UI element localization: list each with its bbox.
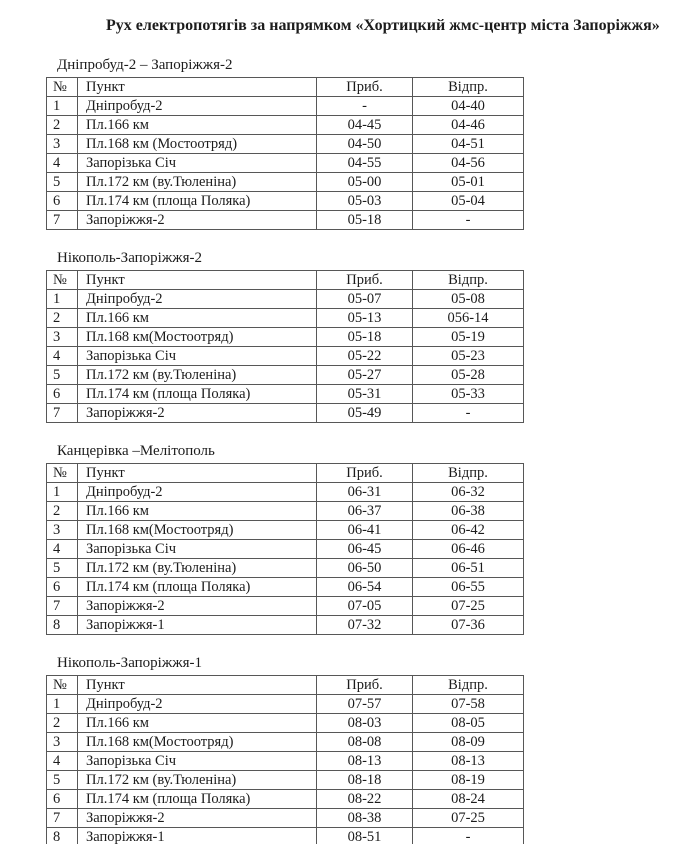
station-cell: Пл.166 км	[78, 502, 317, 521]
number-cell: 5	[47, 559, 78, 578]
arrival-cell: 06-54	[317, 578, 413, 597]
number-cell: 5	[47, 771, 78, 790]
station-cell: Пл.166 км	[78, 714, 317, 733]
arrival-cell: 05-27	[317, 366, 413, 385]
number-cell: 7	[47, 404, 78, 423]
station-cell: Пл.172 км (ву.Тюленіна)	[78, 366, 317, 385]
header-departure-cell: Відпр.	[413, 271, 524, 290]
departure-cell: 04-46	[413, 116, 524, 135]
departure-cell: 05-19	[413, 328, 524, 347]
number-cell: 3	[47, 733, 78, 752]
arrival-cell: 07-32	[317, 616, 413, 635]
header-arrival-cell: Приб.	[317, 271, 413, 290]
arrival-cell: 05-03	[317, 192, 413, 211]
table-row	[47, 290, 524, 309]
table-caption: Дніпробуд-2 – Запоріжжя-2	[57, 57, 233, 73]
timetable	[46, 463, 524, 635]
station-cell: Запоріжжя-1	[78, 828, 317, 844]
table-row	[47, 540, 524, 559]
table-row	[47, 771, 524, 790]
number-cell: 4	[47, 347, 78, 366]
departure-cell: 04-56	[413, 154, 524, 173]
number-cell: 6	[47, 790, 78, 809]
table-row	[47, 173, 524, 192]
station-cell: Запорізька Січ	[78, 540, 317, 559]
table-caption: Нікополь-Запоріжжя-1	[57, 655, 202, 671]
table-row	[47, 483, 524, 502]
departure-cell: 06-38	[413, 502, 524, 521]
table-row	[47, 211, 524, 230]
station-cell: Пл.174 км (площа Поляка)	[78, 578, 317, 597]
table-row	[47, 154, 524, 173]
number-cell: 1	[47, 97, 78, 116]
arrival-cell: 08-13	[317, 752, 413, 771]
timetable-section	[46, 249, 686, 423]
station-cell: Дніпробуд-2	[78, 290, 317, 309]
station-cell: Запорізька Січ	[78, 752, 317, 771]
arrival-cell: 06-37	[317, 502, 413, 521]
arrival-cell: 05-00	[317, 173, 413, 192]
table-row	[47, 597, 524, 616]
arrival-cell: 05-18	[317, 211, 413, 230]
arrival-cell: 06-31	[317, 483, 413, 502]
departure-cell: 056-14	[413, 309, 524, 328]
station-cell: Пл.174 км (площа Поляка)	[78, 385, 317, 404]
header-station-cell: Пункт	[78, 271, 317, 290]
station-cell: Запоріжжя-2	[78, 211, 317, 230]
station-cell: Запоріжжя-2	[78, 597, 317, 616]
departure-cell: 07-58	[413, 695, 524, 714]
departure-cell: 05-04	[413, 192, 524, 211]
number-cell: 8	[47, 616, 78, 635]
departure-cell: 08-19	[413, 771, 524, 790]
table-row	[47, 616, 524, 635]
table-row	[47, 578, 524, 597]
page-title: Рух електропотягів за напрямком «Хортицкий жмс-центр міста Запоріжжя»	[106, 17, 660, 34]
table-row	[47, 828, 524, 844]
arrival-cell: 05-18	[317, 328, 413, 347]
number-cell: 4	[47, 540, 78, 559]
arrival-cell: 05-13	[317, 309, 413, 328]
departure-cell: 05-01	[413, 173, 524, 192]
header-number-cell: №	[47, 271, 78, 290]
departure-cell: 06-32	[413, 483, 524, 502]
station-cell: Пл.168 км(Мостоотряд)	[78, 733, 317, 752]
station-cell: Пл.174 км (площа Поляка)	[78, 192, 317, 211]
header-departure-cell: Відпр.	[413, 464, 524, 483]
number-cell: 8	[47, 828, 78, 844]
arrival-cell: 06-45	[317, 540, 413, 559]
table-row	[47, 559, 524, 578]
station-cell: Пл.166 км	[78, 116, 317, 135]
timetable-section	[46, 654, 686, 844]
departure-cell: 05-08	[413, 290, 524, 309]
departure-cell: 06-55	[413, 578, 524, 597]
departure-cell: 07-36	[413, 616, 524, 635]
arrival-cell: 08-38	[317, 809, 413, 828]
departure-cell: -	[413, 828, 524, 844]
number-cell: 1	[47, 695, 78, 714]
station-cell: Дніпробуд-2	[78, 695, 317, 714]
station-cell: Пл.172 км (ву.Тюленіна)	[78, 771, 317, 790]
timetable-section	[46, 442, 686, 635]
departure-cell: 07-25	[413, 809, 524, 828]
timetable	[46, 270, 524, 423]
table-caption: Канцерівка –Мелітополь	[57, 443, 215, 459]
number-cell: 1	[47, 290, 78, 309]
number-cell: 3	[47, 521, 78, 540]
arrival-cell: 07-05	[317, 597, 413, 616]
departure-cell: 08-13	[413, 752, 524, 771]
arrival-cell: 05-49	[317, 404, 413, 423]
number-cell: 2	[47, 116, 78, 135]
timetable-sections	[0, 56, 686, 844]
table-row	[47, 809, 524, 828]
station-cell: Пл.172 км (ву.Тюленіна)	[78, 559, 317, 578]
number-cell: 5	[47, 173, 78, 192]
departure-cell: 06-42	[413, 521, 524, 540]
header-arrival-cell: Приб.	[317, 676, 413, 695]
number-cell: 2	[47, 714, 78, 733]
departure-cell: 05-23	[413, 347, 524, 366]
timetable-section	[46, 56, 686, 230]
number-cell: 1	[47, 483, 78, 502]
station-cell: Запоріжжя-1	[78, 616, 317, 635]
departure-cell: 08-05	[413, 714, 524, 733]
station-cell: Пл.166 км	[78, 309, 317, 328]
table-row	[47, 192, 524, 211]
header-arrival-cell: Приб.	[317, 464, 413, 483]
number-cell: 2	[47, 309, 78, 328]
header-departure-cell: Відпр.	[413, 676, 524, 695]
station-cell: Дніпробуд-2	[78, 97, 317, 116]
table-row	[47, 695, 524, 714]
table-row	[47, 714, 524, 733]
departure-cell: -	[413, 211, 524, 230]
number-cell: 6	[47, 192, 78, 211]
table-row	[47, 97, 524, 116]
table-caption: Нікополь-Запоріжжя-2	[57, 250, 202, 266]
table-row	[47, 309, 524, 328]
header-number-cell: №	[47, 78, 78, 97]
arrival-cell: 04-50	[317, 135, 413, 154]
table-row	[47, 502, 524, 521]
table-row	[47, 347, 524, 366]
number-cell: 4	[47, 752, 78, 771]
departure-cell: 06-46	[413, 540, 524, 559]
header-station-cell: Пункт	[78, 78, 317, 97]
arrival-cell: 08-22	[317, 790, 413, 809]
number-cell: 2	[47, 502, 78, 521]
arrival-cell: -	[317, 97, 413, 116]
arrival-cell: 06-50	[317, 559, 413, 578]
arrival-cell: 08-51	[317, 828, 413, 844]
header-station-cell: Пункт	[78, 676, 317, 695]
station-cell: Дніпробуд-2	[78, 483, 317, 502]
station-cell: Запорізька Січ	[78, 154, 317, 173]
departure-cell: -	[413, 404, 524, 423]
number-cell: 6	[47, 385, 78, 404]
arrival-cell: 05-31	[317, 385, 413, 404]
number-cell: 4	[47, 154, 78, 173]
table-row	[47, 752, 524, 771]
number-cell: 3	[47, 328, 78, 347]
station-cell: Пл.168 км (Мостоотряд)	[78, 135, 317, 154]
departure-cell: 08-09	[413, 733, 524, 752]
station-cell: Запоріжжя-2	[78, 809, 317, 828]
number-cell: 5	[47, 366, 78, 385]
header-number-cell: №	[47, 464, 78, 483]
departure-cell: 08-24	[413, 790, 524, 809]
arrival-cell: 08-08	[317, 733, 413, 752]
header-row	[47, 464, 524, 483]
departure-cell: 06-51	[413, 559, 524, 578]
table-row	[47, 366, 524, 385]
number-cell: 7	[47, 597, 78, 616]
arrival-cell: 07-57	[317, 695, 413, 714]
station-cell: Пл.174 км (площа Поляка)	[78, 790, 317, 809]
header-arrival-cell: Приб.	[317, 78, 413, 97]
departure-cell: 04-51	[413, 135, 524, 154]
timetable	[46, 77, 524, 230]
arrival-cell: 04-55	[317, 154, 413, 173]
number-cell: 3	[47, 135, 78, 154]
table-row	[47, 328, 524, 347]
number-cell: 6	[47, 578, 78, 597]
header-station-cell: Пункт	[78, 464, 317, 483]
header-row	[47, 78, 524, 97]
station-cell: Пл.168 км(Мостоотряд)	[78, 521, 317, 540]
station-cell: Запоріжжя-2	[78, 404, 317, 423]
arrival-cell: 08-18	[317, 771, 413, 790]
arrival-cell: 05-22	[317, 347, 413, 366]
table-row	[47, 733, 524, 752]
header-row	[47, 271, 524, 290]
arrival-cell: 04-45	[317, 116, 413, 135]
number-cell: 7	[47, 809, 78, 828]
arrival-cell: 05-07	[317, 290, 413, 309]
header-row	[47, 676, 524, 695]
departure-cell: 07-25	[413, 597, 524, 616]
table-row	[47, 521, 524, 540]
departure-cell: 05-33	[413, 385, 524, 404]
table-row	[47, 116, 524, 135]
header-number-cell: №	[47, 676, 78, 695]
station-cell: Пл.172 км (ву.Тюленіна)	[78, 173, 317, 192]
arrival-cell: 08-03	[317, 714, 413, 733]
station-cell: Запорізька Січ	[78, 347, 317, 366]
departure-cell: 04-40	[413, 97, 524, 116]
number-cell: 7	[47, 211, 78, 230]
arrival-cell: 06-41	[317, 521, 413, 540]
timetable	[46, 675, 524, 844]
station-cell: Пл.168 км(Мостоотряд)	[78, 328, 317, 347]
table-row	[47, 790, 524, 809]
departure-cell: 05-28	[413, 366, 524, 385]
table-row	[47, 135, 524, 154]
table-row	[47, 404, 524, 423]
header-departure-cell: Відпр.	[413, 78, 524, 97]
table-row	[47, 385, 524, 404]
